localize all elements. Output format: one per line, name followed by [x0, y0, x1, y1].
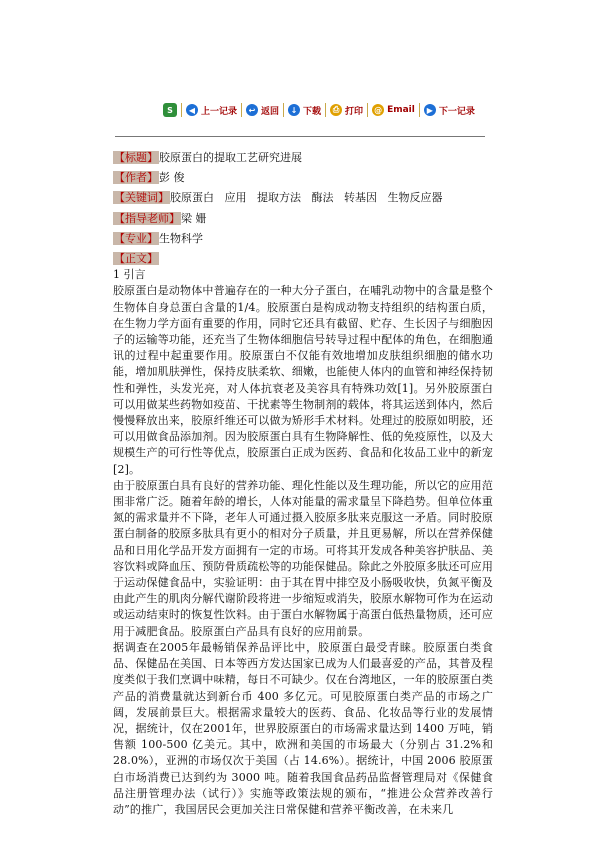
arrow-right-icon: ▶	[424, 104, 436, 116]
major-row	[113, 231, 493, 247]
header-divider	[115, 136, 485, 137]
keywords-row	[113, 190, 493, 206]
email-icon: @	[374, 105, 383, 115]
prev-record-button[interactable]: ◀ 上一记录	[186, 104, 237, 117]
toolbar-divider	[325, 103, 326, 117]
home-icon: ↩	[246, 104, 258, 116]
record-content	[113, 150, 493, 818]
record-keywords: 胶原蛋白 应用 提取方法 酶法 转基因 生物反应器	[170, 191, 443, 205]
section-heading: 1 引言	[113, 268, 146, 282]
next-record-button[interactable]: ▶ 下一记录	[424, 104, 475, 117]
logo-icon: S	[163, 103, 177, 117]
paragraph: 胶原蛋白是动物体中普遍存在的一种大分子蛋白，在哺乳动物中的含量是整个生物体自身总蛋白含量的1/4。胶原蛋白是构成动物支持组织的结构蛋白质，在生物力学方面有重要的作用，同时它还具有截留、贮存、生长因子与细胞因子的运输等功能，还充当了生物体细胞信号转导过程中配体的角色，在细胞通讯的过程中起重要作用。胶原蛋白不仅能有效地增加皮肤组织细胞的储水功能，增加肌肤弹性，保持皮肤柔软、细嫩，也能使人体内的血管和神经保持韧性和弹性，头发光亮，对人体抗衰老及美容具有特殊功效[1]。另外胶原蛋白可以用做某些药物如疫苗、干扰素等生物制剂的载体，将其运送到体内，然后慢慢释放出来，胶原纤维还可以做为矫形手术材料。处理过的胶原如明胶，还可以用做食品添加剂。因为胶原蛋白具有生物降解性、低的免疫原性，以及大规模生产的可行性等优点，胶原蛋白正成为医药、食品和化妆品工业中的新宠[2]。	[113, 284, 493, 476]
back-button[interactable]: ↩ 返回	[246, 104, 279, 117]
print-icon: ⎙	[330, 104, 342, 116]
title-label: 【标题】	[114, 151, 158, 164]
advisor-label: 【指导老师】	[114, 211, 180, 225]
body-label-row	[113, 251, 493, 267]
keywords-label: 【关键词】	[114, 191, 169, 205]
body-label: 【正文】	[114, 252, 158, 266]
arrow-left-icon: ◀	[186, 104, 198, 116]
record-title: 胶原蛋白的提取工艺研究进展	[159, 151, 302, 164]
toolbar-divider	[241, 103, 242, 117]
email-button[interactable]: @ Email	[374, 105, 415, 115]
download-icon: ↓	[288, 104, 300, 116]
paragraph: 由于胶原蛋白具有良好的营养功能、理化性能以及生理功能，所以它的应用范围非常广泛。随着年龄的增长，人体对能量的需求量呈下降趋势。但单位体重氮的需求量并不下降，老年人可通过摄入胶原多肽来克服这一矛盾。同时胶原蛋白制备的胶原多肽具有更小的相对分子质量，并且更易解，所以在营养保健品和日用化学品开发方面拥有一定的市场。可将其开发成各种美容护肤品、美容饮料或降血压、预防骨质疏松等的功能保健品。除此之外胶原多肽还可应用于运动保健食品中，实验证明：由于其在胃中排空及小肠吸收快，负氮平衡及由此产生的肌肉分解代谢阶段将进一步缩短或消失，胶原水解物可作为在运动或运动结束时的恢复性饮料。由于蛋白水解物属于高蛋白低热量物质，还可应用于减肥食品。胶原蛋白产品具有良好的应用前景。	[113, 478, 493, 638]
author-label: 【作者】	[114, 171, 158, 185]
toolbar-divider	[181, 103, 182, 117]
advisor-row	[113, 211, 493, 227]
print-button[interactable]: ⎙ 打印	[330, 104, 363, 117]
record-advisor: 梁 姗	[181, 211, 207, 225]
record-major: 生物科学	[159, 231, 203, 245]
toolbar-divider	[419, 103, 420, 117]
title-row	[113, 150, 493, 166]
paragraph: 据调查在2005年最畅销保养品评比中，胶原蛋白最受青睐。胶原蛋白类食品、保健品在美国、日本等西方发达国家已成为人们最喜爱的产品，其普及程度类似于我们烹调中味精，每日不可缺少。仅在台湾地区，一年的胶原蛋白类产品的消费量就达到新台币 400 多亿元。可见胶原蛋白类产品的市场之广阔，发展前景巨大。根据需求量较大的医药、食品、化妆品等行业的发展情况，据统计，仅在2001年，世界胶原蛋白的市场需求量达到 1400 万吨，销售额 100-500 亿美元。其中，欧洲和美国的市场最大（分别占 31.2%和 28.0%），亚洲的市场仅次于美国（占 14.6%）。据统计，中国 2006 胶原蛋白市场消费已达到约为 3000 吨。随着我国食品药品监督管理局对《保健食品注册管理办法（试行）》实施等政策法规的颁布，“推进公众营养改善行动”的推广，我国居民会更加关注日常保健和营养平衡改善，在未来几	[113, 640, 493, 816]
record-author: 彭 俊	[159, 171, 185, 185]
toolbar-divider	[283, 103, 284, 117]
download-button[interactable]: ↓ 下载	[288, 104, 321, 117]
major-label: 【专业】	[114, 231, 158, 245]
toolbar-divider	[367, 103, 368, 117]
author-row	[113, 170, 493, 186]
record-toolbar	[163, 100, 475, 120]
